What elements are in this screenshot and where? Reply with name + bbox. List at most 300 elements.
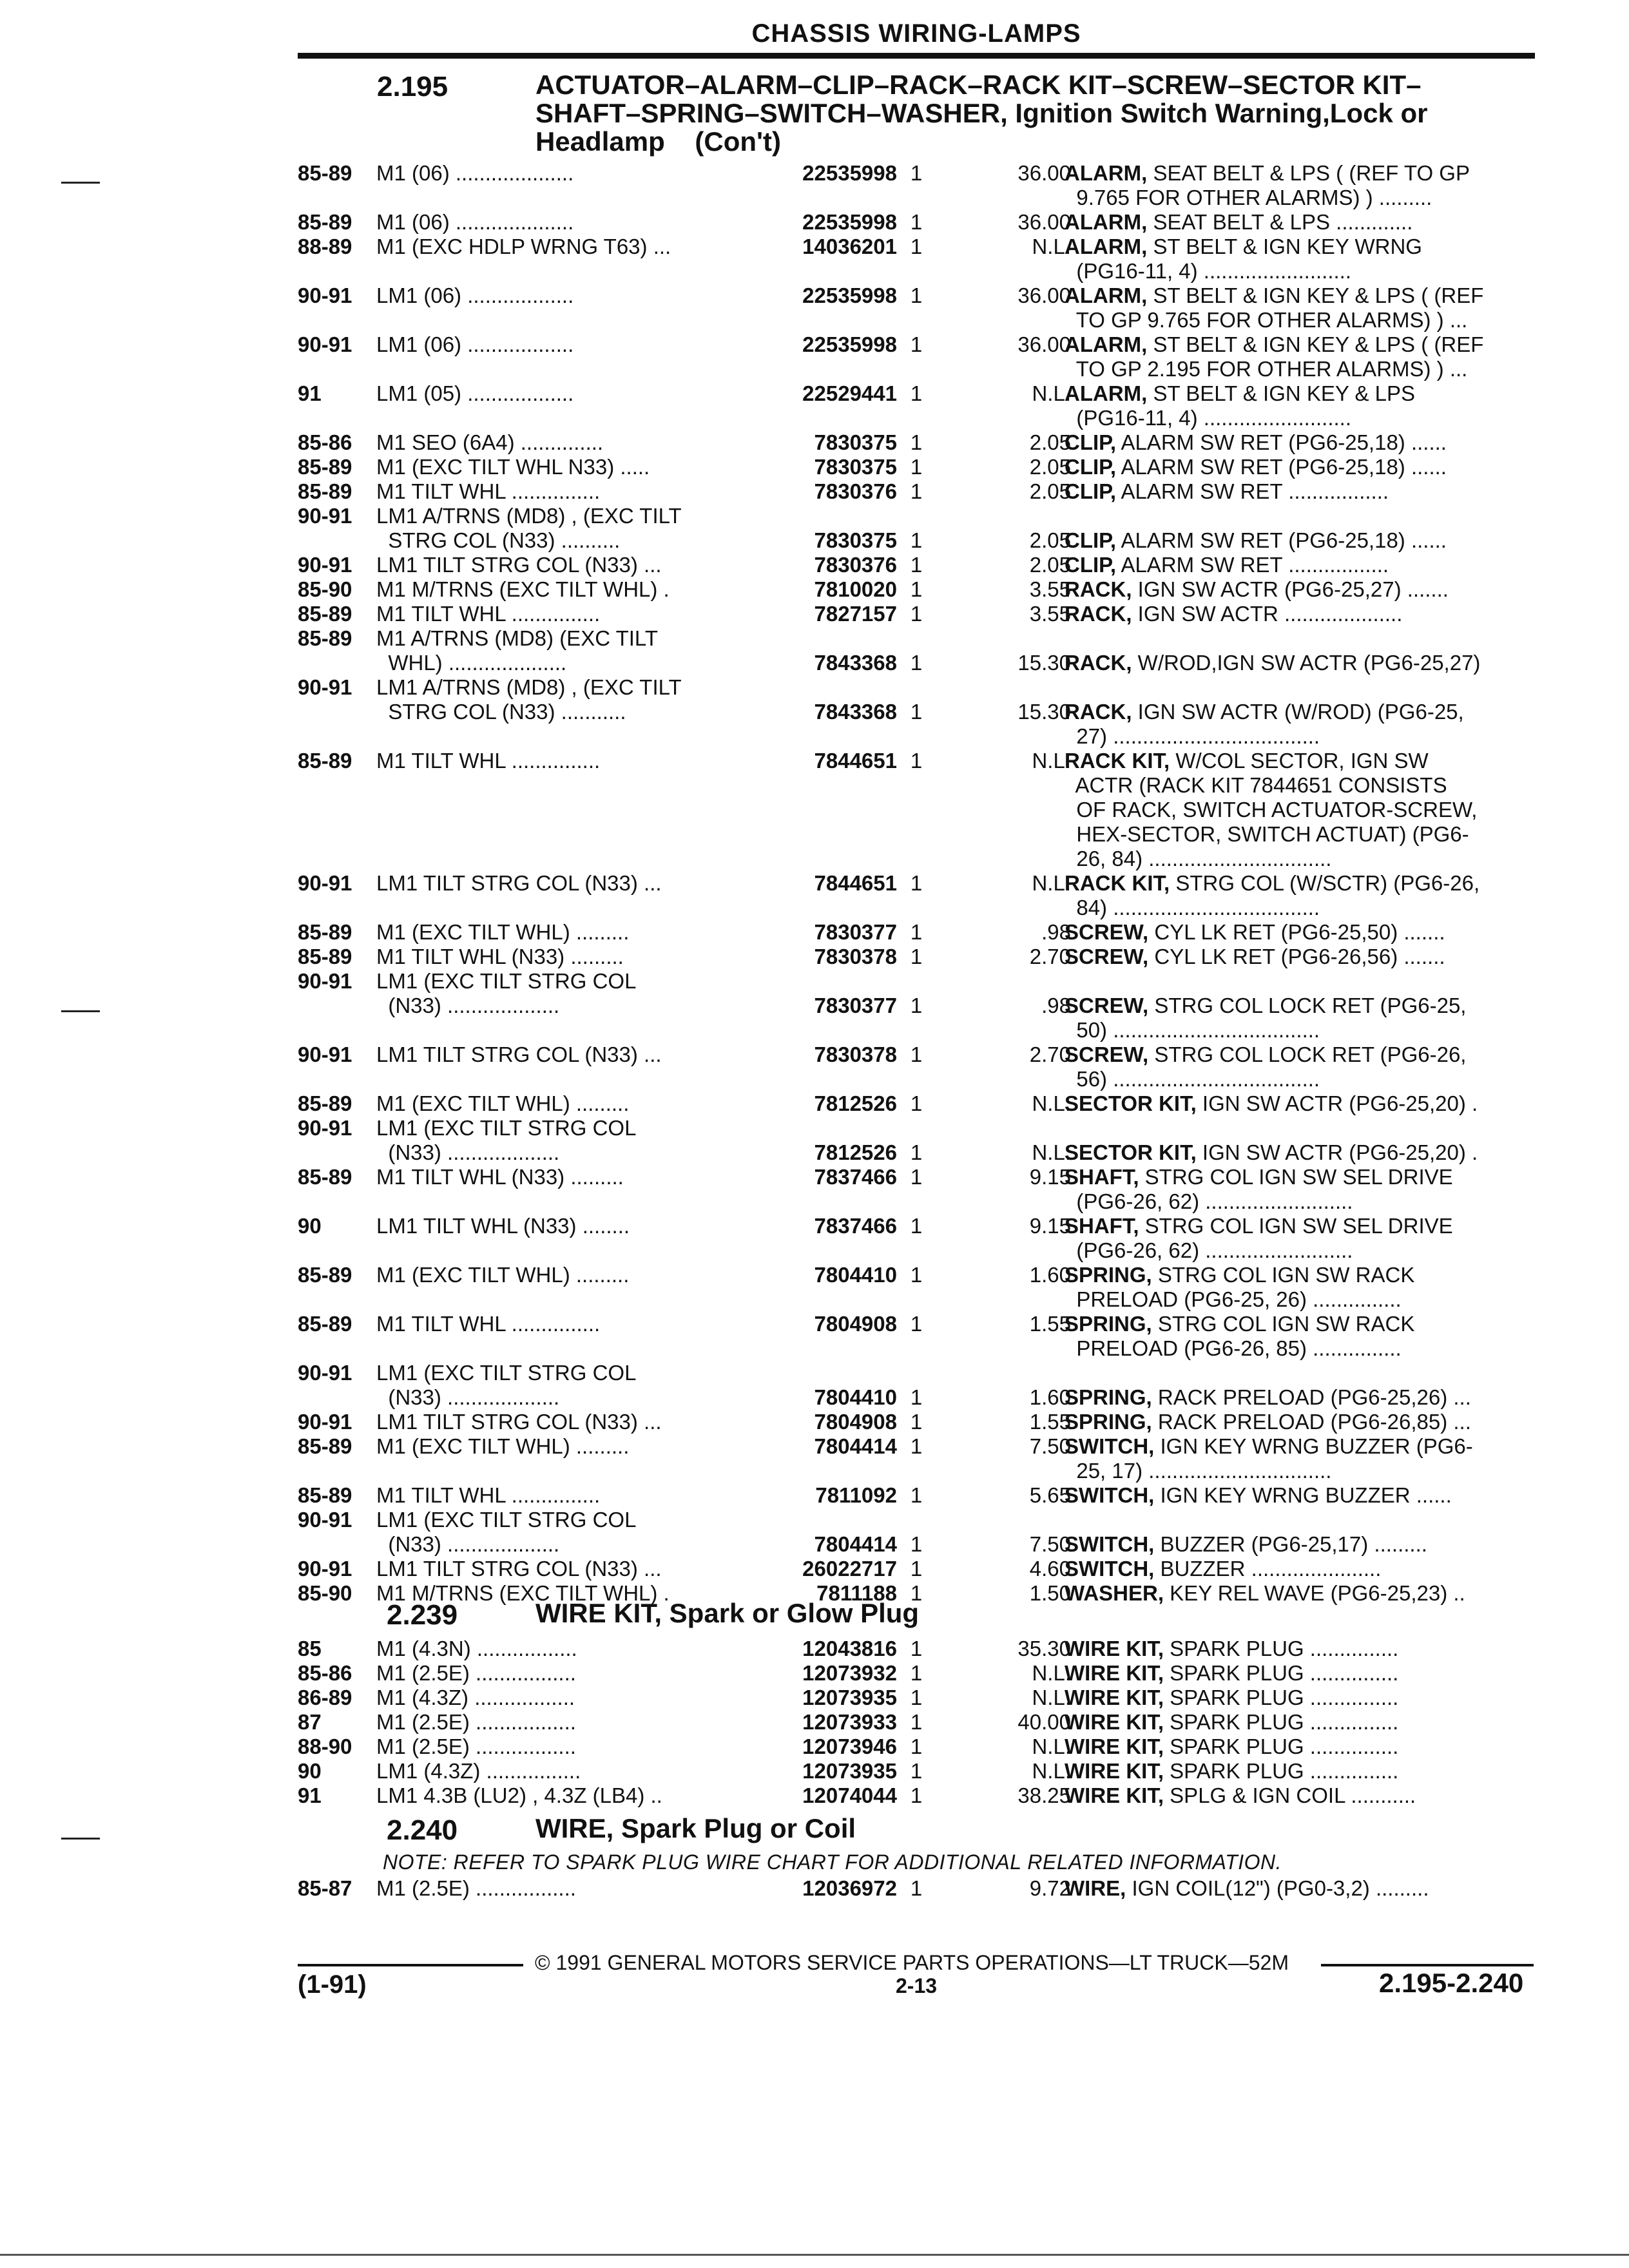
item-keyword: CLIP, [1065,455,1117,479]
item-detail: SPARK PLUG ............... [1164,1759,1399,1783]
part-number: 7804414 [814,1532,897,1556]
item-keyword: WIRE KIT, [1065,1710,1164,1734]
price: 9.15 [1029,1165,1071,1189]
model-description: LM1 (4.3Z) ................ [376,1759,581,1783]
item-description [1065,1067,1561,1091]
model-description: M1 (EXC TILT WHL N33) ..... [376,455,650,479]
item-detail: ACTR (RACK KIT 7844651 CONSISTS [1065,773,1447,797]
item-description [1065,430,1561,455]
item-description [1065,284,1561,308]
header-rule [298,53,1535,59]
item-keyword: SPRING, [1065,1385,1152,1409]
price: 35.30 [1017,1637,1071,1660]
table-row [298,479,1561,504]
model-description: M1 (2.5E) ................. [376,1735,576,1758]
item-detail: (PG16-11, 4) ......................... [1065,406,1352,430]
quantity: 1 [910,1043,923,1066]
quantity: 1 [910,1637,923,1660]
item-description [1065,259,1561,284]
item-detail: (PG6-26, 62) ......................... [1065,1238,1353,1262]
part-number: 7830375 [814,455,897,479]
part-number: 26022717 [802,1557,897,1581]
year-range: 88-89 [298,235,352,258]
item-detail: 27) ................................... [1065,724,1320,748]
item-keyword: CLIP, [1065,430,1117,454]
item-detail: SEAT BELT & LPS ............. [1147,210,1413,234]
part-number: 7827157 [814,602,897,626]
table-row [298,1410,1561,1434]
part-number: 7830377 [814,994,897,1017]
model-description: M1 (2.5E) ................. [376,1876,576,1900]
item-description [1065,1336,1561,1361]
table-row [298,430,1561,455]
part-number: 22535998 [802,161,897,185]
model-description: M1 TILT WHL ............... [376,1312,601,1336]
item-keyword: SCREW, [1065,920,1149,944]
model-description: M1 (4.3N) ................. [376,1637,577,1660]
year-range: 85-89 [298,1165,352,1189]
item-detail: ALARM SW RET ................. [1116,479,1389,503]
item-detail: 9.765 FOR OTHER ALARMS) ) ......... [1065,186,1432,209]
item-description [1065,651,1561,675]
table-row [298,675,1561,700]
price: 15.30 [1017,700,1071,724]
item-detail: IGN SW ACTR (PG6-25,20) . [1196,1091,1478,1115]
year-range: 85-89 [298,479,352,503]
model-description: M1 M/TRNS (EXC TILT WHL) . [376,577,670,601]
item-keyword: SWITCH, [1065,1532,1155,1556]
item-keyword: WIRE KIT, [1065,1783,1164,1807]
part-number: 7830376 [814,479,897,503]
item-description [1065,1434,1561,1459]
section-number: 2.195 [377,71,448,102]
item-description [1065,871,1561,896]
part-number: 7830378 [814,1043,897,1066]
table-row [298,1876,1561,1901]
table-row [298,1508,1561,1532]
model-description: M1 (EXC TILT WHL) ......... [376,1434,630,1458]
table-row [298,1434,1561,1459]
quantity: 1 [910,1759,923,1783]
item-keyword: RACK, [1065,700,1132,724]
year-range: 87 [298,1710,322,1734]
year-range: 90-91 [298,871,352,895]
model-description: STRG COL (N33) .......... [376,528,621,552]
item-detail: ALARM SW RET (PG6-25,18) ...... [1116,528,1447,552]
quantity: 1 [910,651,923,675]
year-range: 85-89 [298,602,352,626]
item-description [1065,479,1561,504]
quantity: 1 [910,1140,923,1164]
item-detail: ST BELT & IGN KEY WRNG [1147,235,1422,258]
item-keyword: CLIP, [1065,553,1117,577]
item-description [1065,357,1561,381]
table-row [298,1018,1561,1043]
quantity: 1 [910,920,923,944]
item-detail: IGN SW ACTR (PG6-25,27) ....... [1132,577,1449,601]
section-title-keyword: WIRE, [535,1813,614,1843]
year-range: 85-89 [298,920,352,944]
item-keyword: SECTOR KIT, [1065,1140,1197,1164]
table-row [298,235,1561,259]
model-description: LM1 (EXC TILT STRG COL [376,1361,637,1385]
item-description [1065,1710,1561,1735]
item-description [1065,235,1561,259]
year-range: 85-89 [298,1483,352,1507]
item-description [1065,1140,1561,1165]
item-keyword: ALARM, [1065,210,1148,234]
table-row [298,1263,1561,1287]
table-row [298,1116,1561,1140]
price: N.L. [1032,871,1071,895]
quantity: 1 [910,1661,923,1685]
quantity: 1 [910,1263,923,1287]
quantity: 1 [910,749,923,773]
footer-section-range: 2.195-2.240 [1379,1968,1524,1998]
item-keyword: ALARM, [1065,161,1148,185]
section-number: 2.240 [387,1814,458,1846]
model-description: M1 TILT WHL ............... [376,1483,601,1507]
table-row [298,284,1561,308]
table-row [298,822,1561,847]
price: N.L. [1032,1759,1071,1783]
item-description [1065,1189,1561,1214]
model-description: LM1 TILT STRG COL (N33) ... [376,553,662,577]
year-range: 90-91 [298,1116,352,1140]
section-heading-2-239 [377,1599,1537,1631]
part-number: 7810020 [814,577,897,601]
price: 7.50 [1029,1434,1071,1458]
footer-rule-left [298,1964,523,1966]
year-range: 85-90 [298,1581,352,1605]
table-row [298,332,1561,357]
item-detail: 25, 17) ............................... [1065,1459,1332,1483]
model-description: LM1 (05) .................. [376,381,574,405]
table-row [298,406,1561,430]
table-row [298,994,1561,1018]
item-keyword: RACK, [1065,651,1132,675]
item-keyword: WASHER, [1065,1581,1164,1605]
section-title-line: ACTUATOR–ALARM–CLIP–RACK–RACK KIT–SCREW–SECTOR KIT– [535,70,1422,100]
year-range: 90-91 [298,969,352,993]
price: 2.05 [1029,553,1071,577]
model-description: M1 (EXC TILT WHL) ......... [376,1263,630,1287]
price: 2.70 [1029,1043,1071,1066]
price: N.L. [1032,749,1071,773]
year-range: 85-89 [298,749,352,773]
part-number: 7804908 [814,1312,897,1336]
item-keyword: WIRE KIT, [1065,1637,1164,1660]
model-description: LM1 TILT STRG COL (N33) ... [376,1557,662,1581]
quantity: 1 [910,1312,923,1336]
year-range: 85-89 [298,161,352,185]
price: 36.00 [1017,284,1071,307]
part-number: 22529441 [802,381,897,405]
price: 2.70 [1029,945,1071,968]
item-keyword: CLIP, [1065,479,1117,503]
item-detail: STRG COL IGN SW RACK [1152,1312,1415,1336]
item-keyword: WIRE KIT, [1065,1759,1164,1783]
item-description [1065,1091,1561,1116]
section-heading-2-195 [377,71,1537,161]
table-row [298,847,1561,871]
parts-table-2-240 [298,1876,1561,1901]
table-row [298,577,1561,602]
price: N.L. [1032,381,1071,405]
year-range: 85-87 [298,1876,352,1900]
price: 7.50 [1029,1532,1071,1556]
item-detail: TO GP 2.195 FOR OTHER ALARMS) ) ... [1065,357,1468,381]
model-description: WHL) .................... [376,651,567,675]
model-description: M1 M/TRNS (EXC TILT WHL) . [376,1581,670,1605]
part-number: 7843368 [814,700,897,724]
table-row [298,1043,1561,1067]
model-description: M1 (4.3Z) ................. [376,1686,575,1709]
table-row [298,1710,1561,1735]
part-number: 7812526 [814,1091,897,1115]
table-row [298,1759,1561,1783]
item-description [1065,1287,1561,1312]
price: 9.72 [1029,1876,1071,1900]
model-description: M1 TILT WHL (N33) ......... [376,945,624,968]
quantity: 1 [910,994,923,1017]
price: 2.05 [1029,479,1071,503]
section-title [535,71,1541,156]
quantity: 1 [910,1483,923,1507]
item-description [1065,553,1561,577]
model-description: M1 SEO (6A4) .............. [376,430,604,454]
year-range: 85-89 [298,1091,352,1115]
item-description [1065,1165,1561,1189]
model-description: M1 A/TRNS (MD8) (EXC TILT [376,626,658,650]
quantity: 1 [910,1165,923,1189]
model-description: LM1 4.3B (LU2) , 4.3Z (LB4) .. [376,1783,662,1807]
table-row [298,626,1561,651]
section-number: 2.239 [387,1599,458,1631]
year-range: 85-89 [298,1263,352,1287]
item-description [1065,186,1561,210]
price: 1.55 [1029,1410,1071,1434]
price: 2.05 [1029,455,1071,479]
item-detail: ST BELT & IGN KEY & LPS [1147,381,1416,405]
item-description [1065,822,1561,847]
footer-copyright: © 1991 GENERAL MOTORS SERVICE PARTS OPERATIONS—LT TRUCK—52M [535,1951,1289,1974]
part-number: 7830375 [814,528,897,552]
item-detail: PRELOAD (PG6-25, 26) ............... [1065,1287,1402,1311]
item-keyword: SCREW, [1065,1043,1149,1066]
model-description: LM1 TILT WHL (N33) ........ [376,1214,630,1238]
item-description [1065,332,1561,357]
item-keyword: SPRING, [1065,1410,1152,1434]
item-description [1065,1483,1561,1508]
quantity: 1 [910,1214,923,1238]
item-keyword: ALARM, [1065,332,1148,356]
item-detail: (PG16-11, 4) ......................... [1065,259,1352,283]
price: 38.25 [1017,1783,1071,1807]
item-detail: STRG COL LOCK RET (PG6-25, [1148,994,1467,1017]
item-description [1065,1214,1561,1238]
item-keyword: CLIP, [1065,528,1117,552]
item-detail: IGN KEY WRNG BUZZER ...... [1154,1483,1452,1507]
item-description [1065,1876,1561,1901]
item-keyword: SPRING, [1065,1312,1152,1336]
item-description [1065,700,1561,724]
price: 5.65 [1029,1483,1071,1507]
item-description [1065,528,1561,553]
table-row [298,381,1561,406]
item-description [1065,1735,1561,1759]
quantity: 1 [910,700,923,724]
part-number: 7837466 [814,1165,897,1189]
item-detail: SPLG & IGN COIL ........... [1164,1783,1416,1807]
item-detail: 84) ................................... [1065,896,1320,919]
item-description [1065,210,1561,235]
year-range: 85-86 [298,1661,352,1685]
quantity: 1 [910,1783,923,1807]
section-note: NOTE: REFER TO SPARK PLUG WIRE CHART FOR ADDITIONAL RELATED INFORMATION. [383,1850,1282,1874]
footer-date: (1-91) [298,1970,367,1999]
price: 36.00 [1017,161,1071,185]
part-number: 22535998 [802,210,897,234]
price: 15.30 [1017,651,1071,675]
item-keyword: WIRE KIT, [1065,1686,1164,1709]
footer-rule-right [1321,1964,1534,1966]
model-description: STRG COL (N33) ........... [376,700,626,724]
footer-page-number: 2-13 [896,1974,938,1997]
year-range: 86-89 [298,1686,352,1709]
part-number: 12043816 [802,1637,897,1660]
price: 3.55 [1029,577,1071,601]
item-detail: KEY REL WAVE (PG6-25,23) .. [1164,1581,1465,1605]
table-row [298,210,1561,235]
item-description [1065,1557,1561,1581]
table-row [298,969,1561,994]
price: 2.05 [1029,430,1071,454]
item-description [1065,577,1561,602]
price: N.L. [1032,1735,1071,1758]
quantity: 1 [910,1434,923,1458]
table-row [298,871,1561,896]
table-row [298,1361,1561,1385]
table-row [298,724,1561,749]
section-title-line: SHAFT–SPRING–SWITCH–WASHER, Ignition Switch Warning,Lock or [535,98,1428,128]
item-detail: IGN KEY WRNG BUZZER (PG6- [1154,1434,1473,1458]
table-row [298,602,1561,626]
table-row [298,1067,1561,1091]
table-row [298,528,1561,553]
model-description: M1 TILT WHL (N33) ......... [376,1165,624,1189]
table-row [298,773,1561,798]
table-row [298,1637,1561,1661]
item-detail: BUZZER (PG6-25,17) ......... [1154,1532,1427,1556]
item-keyword: SWITCH, [1065,1434,1155,1458]
item-detail: STRG COL IGN SW SEL DRIVE [1139,1165,1453,1189]
model-description: LM1 TILT STRG COL (N33) ... [376,871,662,895]
item-description [1065,1238,1561,1263]
quantity: 1 [910,1410,923,1434]
quantity: 1 [910,1557,923,1581]
price: N.L. [1032,1140,1071,1164]
part-number: 7804414 [814,1434,897,1458]
item-detail: W/COL SECTOR, IGN SW [1170,749,1429,773]
item-detail: OF RACK, SWITCH ACTUATOR-SCREW, [1065,798,1478,822]
part-number: 7830375 [814,430,897,454]
quantity: 1 [910,1091,923,1115]
item-keyword: SECTOR KIT, [1065,1091,1197,1115]
table-row [298,1238,1561,1263]
table-row [298,161,1561,186]
item-description [1065,161,1561,186]
part-number: 7844651 [814,871,897,895]
table-row [298,1287,1561,1312]
year-range: 85 [298,1637,322,1660]
year-range: 85-89 [298,455,352,479]
quantity: 1 [910,1385,923,1409]
part-number: 22535998 [802,284,897,307]
model-description: LM1 A/TRNS (MD8) , (EXC TILT [376,504,682,528]
table-row [298,259,1561,284]
price: N.L. [1032,1661,1071,1685]
table-row [298,651,1561,675]
part-number: 7830376 [814,553,897,577]
model-description: LM1 TILT STRG COL (N33) ... [376,1043,662,1066]
section-title-line [535,128,1541,156]
item-description [1065,847,1561,871]
section-title [535,1599,1541,1628]
item-detail: SPARK PLUG ............... [1164,1686,1399,1709]
quantity: 1 [910,455,923,479]
model-description: (N33) ................... [376,994,560,1017]
table-row [298,896,1561,920]
item-description [1065,1637,1561,1661]
quantity: 1 [910,479,923,503]
quantity: 1 [910,602,923,626]
price: 3.55 [1029,602,1071,626]
part-number: 7830378 [814,945,897,968]
table-row [298,186,1561,210]
price: 1.60 [1029,1385,1071,1409]
part-number: 7837466 [814,1214,897,1238]
part-number: 12074044 [802,1783,897,1807]
table-row [298,945,1561,969]
section-title [535,1814,1541,1843]
item-detail: (PG6-26, 62) ......................... [1065,1189,1353,1213]
table-row [298,1459,1561,1483]
item-description [1065,920,1561,945]
item-keyword: WIRE KIT, [1065,1735,1164,1758]
part-number: 7811092 [815,1483,897,1507]
price: 2.05 [1029,528,1071,552]
item-keyword: SCREW, [1065,994,1149,1017]
model-description: LM1 (EXC TILT STRG COL [376,969,637,993]
model-description: LM1 (06) .................. [376,332,574,356]
year-range: 91 [298,381,322,405]
section-title-continued: (Con't) [695,126,782,157]
price: N.L. [1032,1091,1071,1115]
item-keyword: ALARM, [1065,284,1148,307]
model-description: (N33) ................... [376,1140,560,1164]
price: 9.15 [1029,1214,1071,1238]
year-range: 85-89 [298,1434,352,1458]
year-range: 90-91 [298,1410,352,1434]
table-row [298,1686,1561,1710]
table-row [298,700,1561,724]
model-description: (N33) ................... [376,1532,560,1556]
part-number: 7804410 [814,1385,897,1409]
price: 36.00 [1017,210,1071,234]
item-detail: BUZZER ...................... [1154,1557,1382,1581]
part-number: 7843368 [814,651,897,675]
